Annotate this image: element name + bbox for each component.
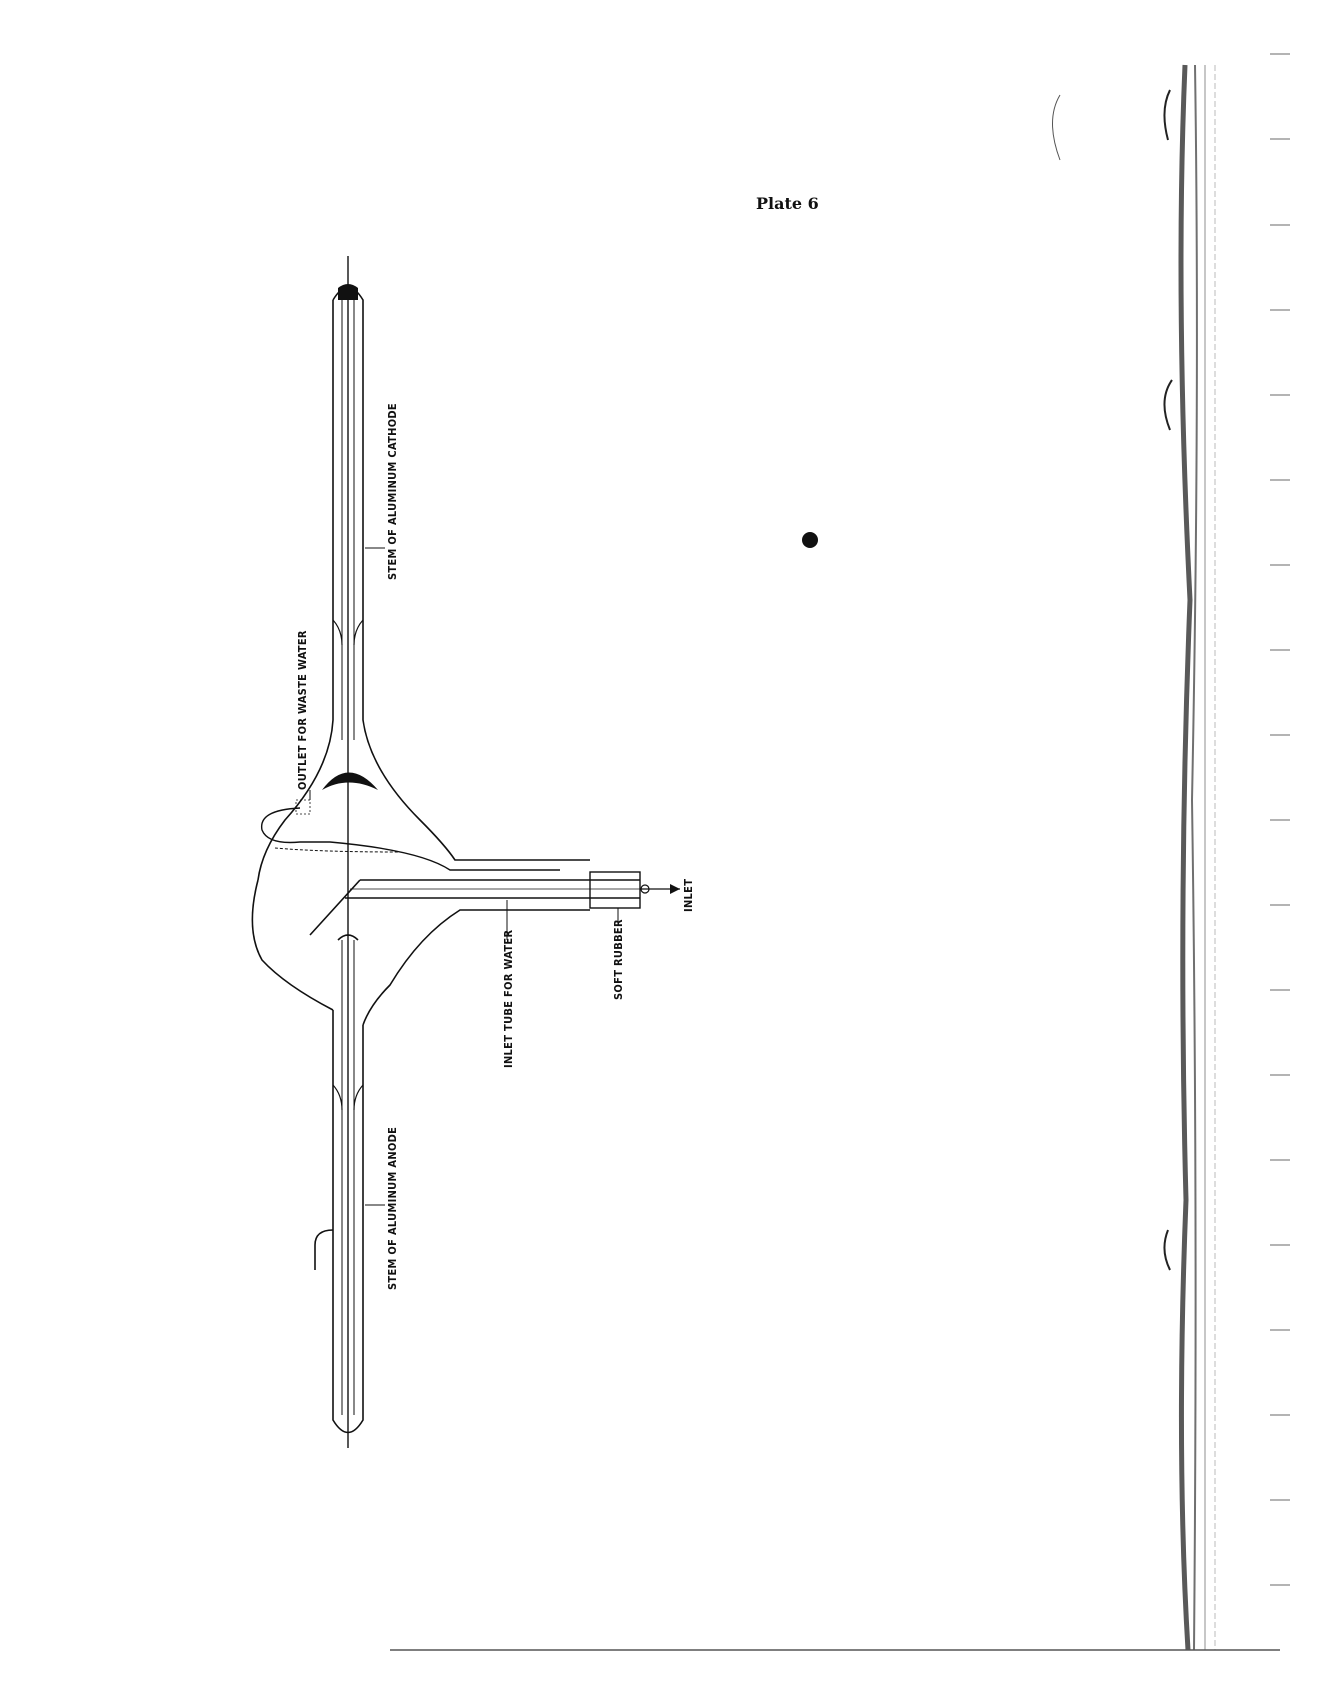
outlet-dotted-box [296,800,310,814]
cathode-cup [322,773,378,791]
ink-spot [802,532,818,548]
bulb-left [252,880,333,1010]
label-anode: STEM OF ALUMINUM ANODE [386,1126,399,1290]
binding-edge [1164,65,1215,1650]
label-inlet-tube: INLET TUBE FOR WATER [502,929,515,1068]
cathode-neck-right [333,288,590,861]
label-cathode: STEM OF ALUMINUM CATHODE [386,403,399,580]
scan-artifact-arc [1053,95,1061,160]
cathode-cap [338,284,358,300]
label-outlet: OUTLET FOR WASTE WATER [296,630,309,790]
plate-title: Plate 6 [756,194,819,213]
soft-rubber-joint [590,872,640,908]
anode-hook [315,1230,333,1270]
anticathode-face [310,880,360,935]
inlet-arrow-head [670,884,680,894]
label-soft-rubber: SOFT RUBBER [612,919,625,1000]
margin-ticks [1270,54,1290,1585]
cathode-neck-left [258,300,333,880]
label-inlet: INLET [682,878,695,912]
bulb-right [363,910,590,1025]
